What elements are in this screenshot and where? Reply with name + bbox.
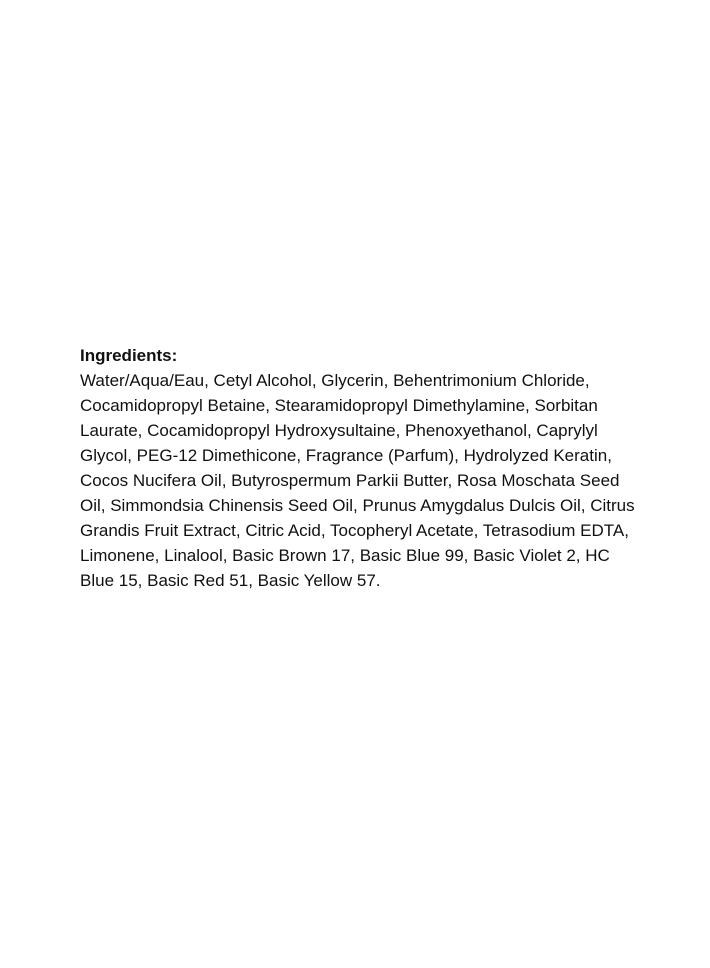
ingredients-line: Oil, Simmondsia Chinensis Seed Oil, Prunus Amygdalus Dulcis Oil, Citrus <box>80 496 635 515</box>
ingredients-line: Blue 15, Basic Red 51, Basic Yellow 57. <box>80 571 381 590</box>
ingredients-line: Water/Aqua/Eau, Cetyl Alcohol, Glycerin, Behentrimonium Chloride, <box>80 371 590 390</box>
ingredients-line: Glycol, PEG-12 Dimethicone, Fragrance (Parfum), Hydrolyzed Keratin, <box>80 446 612 465</box>
ingredients-line: Laurate, Cocamidopropyl Hydroxysultaine, Phenoxyethanol, Caprylyl <box>80 421 598 440</box>
ingredients-line: Cocos Nucifera Oil, Butyrospermum Parkii Butter, Rosa Moschata Seed <box>80 471 620 490</box>
ingredients-block <box>80 343 706 593</box>
ingredients-heading: Ingredients: <box>80 346 178 365</box>
ingredients-line: Grandis Fruit Extract, Citric Acid, Tocopheryl Acetate, Tetrasodium EDTA, <box>80 521 629 540</box>
ingredients-line: Cocamidopropyl Betaine, Stearamidopropyl Dimethylamine, Sorbitan <box>80 396 598 415</box>
ingredients-line: Limonene, Linalool, Basic Brown 17, Basic Blue 99, Basic Violet 2, HC <box>80 546 610 565</box>
